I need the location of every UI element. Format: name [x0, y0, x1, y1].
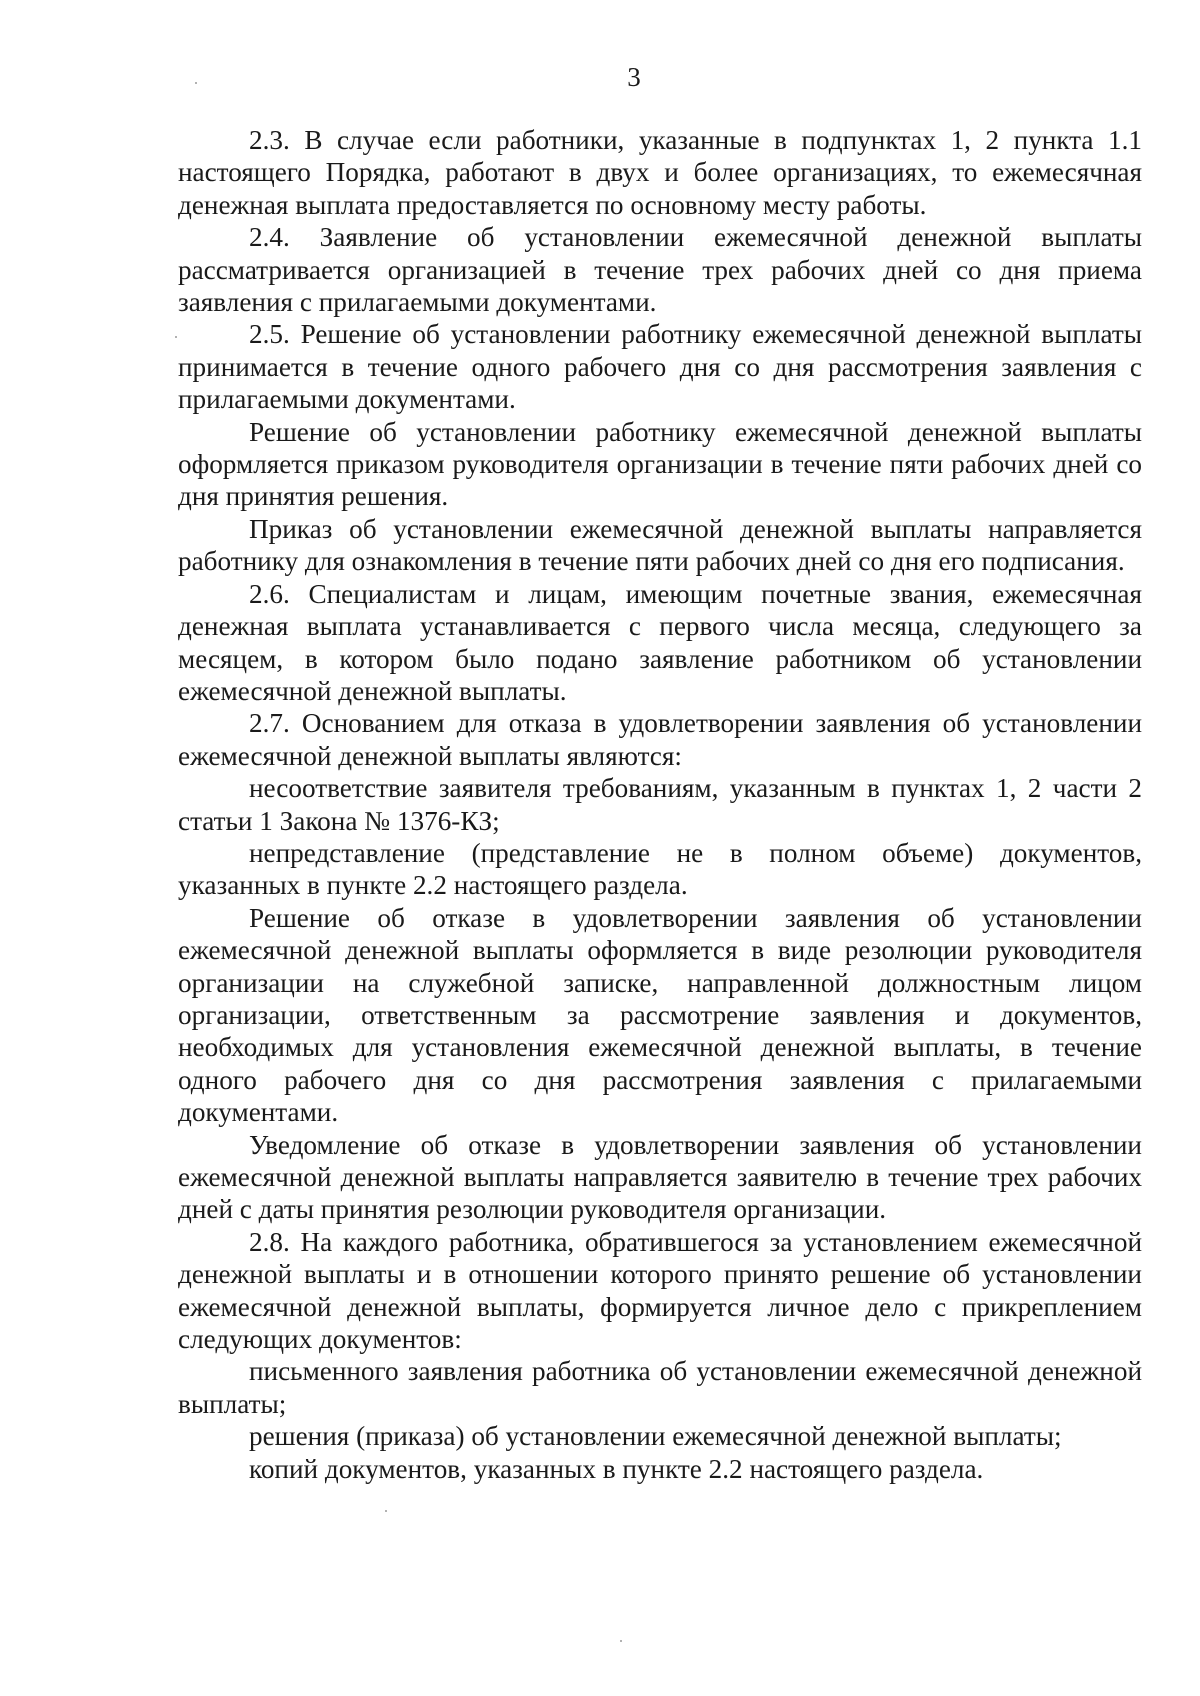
- paragraph-2-7-notification: Уведомление об отказе в удовлетворении заявления об установлении ежемесячной денежной выплаты направляется заявителю в течение трех рабочих дней с даты принятия резолюции руководителя организации.: [178, 1129, 1142, 1225]
- paragraph-2-8-item-2: решения (приказа) об установлении ежемесячной денежной выплаты;: [249, 1421, 1062, 1452]
- paragraph-2-4: 2.4. Заявление об установлении ежемесячной денежной выплаты рассматривается организацией в течение трех рабочих дней со дня приема заявления с прилагаемыми документами.: [178, 222, 1142, 318]
- scan-speck: [385, 1510, 387, 1512]
- paragraph-2-7-item-2: непредставление (представление не в полном объеме) документов, указанных в пункте 2.2 настоящего раздела.: [178, 837, 1142, 901]
- paragraph-2-8-item-3: копий документов, указанных в пункте 2.2 настоящего раздела.: [249, 1453, 984, 1484]
- paragraph-2-7-item-1: несоответствие заявителя требованиям, указанным в пунктах 1, 2 части 2 статьи 1 Закона № 1376-КЗ;: [178, 773, 1142, 836]
- paragraph-2-6: 2.6. Специалистам и лицам, имеющим почетные звания, ежемесячная денежная выплата устанавливается с первого числа месяца, следующего за месяцем, в котором было подано заявление работником об установлении ежемесячной денежной выплаты.: [178, 578, 1142, 706]
- paragraph-2-8-item-1: письменного заявления работника об установлении ежемесячной денежной выплаты;: [178, 1356, 1142, 1419]
- paragraph-2-3: 2.3. В случае если работники, указанные в подпунктах 1, 2 пункта 1.1 настоящего Порядка, работают в двух и более организациях, то ежемесячная денежная выплата предоставляется по основному месту работы.: [178, 125, 1142, 220]
- document-body: [178, 124, 1142, 1485]
- scan-speck: [175, 336, 177, 338]
- paragraph-2-5: 2.5. Решение об установлении работнику ежемесячной денежной выплаты принимается в течение одного рабочего дня со дня рассмотрения заявления с прилагаемыми документами.: [178, 319, 1142, 415]
- paragraph-2-7: 2.7. Основанием для отказа в удовлетворении заявления об установлении ежемесячной денежной выплаты являются:: [178, 708, 1142, 771]
- scan-speck: [195, 82, 197, 84]
- paragraph-2-5-notice: Приказ об установлении ежемесячной денежной выплаты направляется работнику для ознакомления в течение пяти рабочих дней со дня его подписания.: [178, 513, 1142, 577]
- paragraph-2-5-order: Решение об установлении работнику ежемесячной денежной выплаты оформляется приказом руководителя организации в течение пяти рабочих дней со дня принятия решения.: [178, 416, 1142, 512]
- paragraph-2-7-refusal: Решение об отказе в удовлетворении заявления об установлении ежемесячной денежной выплаты оформляется в виде резолюции руководителя организации на служебной записке, направленной должностным лицом организации, ответственным за рассмотрение заявления и документов, необходимых для установления ежемесячной денежной выплаты, в течение одного рабочего дня со дня рассмотрения заявления с прилагаемыми документами.: [178, 902, 1142, 1128]
- paragraph-2-8: 2.8. На каждого работника, обратившегося за установлением ежемесячной денежной выплаты и в отношении которого принято решение об установлении ежемесячной денежной выплаты, формируется личное дело с прикреплением следующих документов:: [178, 1226, 1142, 1355]
- scan-speck: [620, 1640, 622, 1642]
- page-number: 3: [627, 62, 641, 92]
